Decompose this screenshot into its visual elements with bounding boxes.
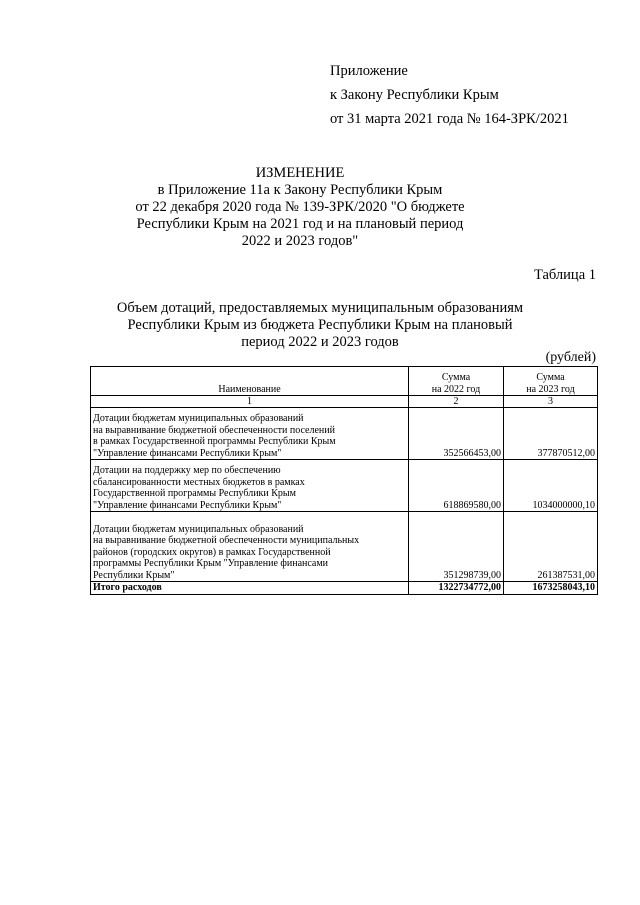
row-name-line: Дотации бюджетам муниципальных образований bbox=[93, 413, 304, 424]
appendix-line-2: к Закону Республики Крым bbox=[330, 87, 499, 103]
appendix-line-1: Приложение bbox=[330, 63, 408, 79]
row-sum-2023: 1034000000,10 bbox=[504, 460, 598, 512]
row-name bbox=[91, 460, 409, 512]
row-name-line: Дотации на поддержку мер по обеспечению bbox=[93, 465, 281, 476]
table-title-line-3: период 2022 и 2023 годов bbox=[241, 334, 399, 350]
table-header-row bbox=[91, 367, 598, 396]
row-name-line: на выравнивание бюджетной обеспеченности муниципальных bbox=[93, 535, 360, 546]
appendix-block bbox=[330, 60, 569, 132]
table-title bbox=[100, 300, 540, 351]
row-name bbox=[91, 512, 409, 582]
header-sum-2022 bbox=[409, 367, 504, 396]
row-sum-2023: 261387531,00 bbox=[504, 512, 598, 582]
row-name-line: Республики Крым" bbox=[93, 569, 175, 581]
heading-line-1: ИЗМЕНЕНИЕ bbox=[255, 165, 345, 181]
row-sum-2023: 377870512,00 bbox=[504, 408, 598, 460]
row-name-line: "Управление финансами Республики Крым" bbox=[93, 499, 282, 511]
row-sum-2022: 618869580,00 bbox=[409, 460, 504, 512]
table-title-line-1: Объем дотаций, предоставляемых муниципальным образованиям bbox=[116, 300, 524, 316]
heading-line-3: от 22 декабря 2020 года № 139-ЗРК/2020 "О бюджете bbox=[135, 199, 465, 215]
row-name-line: Дотации бюджетам муниципальных образований bbox=[93, 523, 304, 535]
table-row bbox=[91, 408, 598, 460]
row-name-line: сбалансированности местных бюджетов в рамках bbox=[93, 476, 305, 488]
header-sum-2023-line-1: Сумма bbox=[536, 372, 565, 383]
column-number-row bbox=[91, 396, 598, 408]
appendix-line-3: от 31 марта 2021 года № 164-ЗРК/2021 bbox=[330, 111, 569, 127]
header-sum-2022-line-2: на 2022 год bbox=[431, 383, 481, 395]
header-sum-2022-line-1: Сумма bbox=[441, 372, 471, 383]
table-number: Таблица 1 bbox=[533, 267, 596, 283]
column-number: 1 bbox=[91, 396, 409, 408]
subsidies-table bbox=[90, 366, 598, 595]
unit-label: (рублей) bbox=[545, 350, 596, 365]
column-number: 3 bbox=[504, 396, 598, 408]
heading-line-4: Республики Крым на 2021 год и на плановый период bbox=[136, 216, 464, 232]
header-name: Наименование bbox=[91, 367, 409, 396]
row-name-line: на выравнивание бюджетной обеспеченности поселений bbox=[93, 424, 335, 436]
document-heading bbox=[90, 165, 510, 250]
row-name-line: программы Республики Крым "Управление финансами bbox=[93, 558, 329, 569]
heading-line-2: в Приложение 11а к Закону Республики Крым bbox=[157, 182, 443, 198]
row-name-line: районов (городских округов) в рамках Государственной bbox=[93, 546, 331, 558]
row-name bbox=[91, 408, 409, 460]
column-number: 2 bbox=[409, 396, 504, 408]
row-sum-2022: 351298739,00 bbox=[409, 512, 504, 582]
table-title-line-2: Республики Крым из бюджета Республики Крым на плановый bbox=[127, 317, 513, 333]
total-label: Итого расходов bbox=[91, 582, 409, 595]
total-sum-2022: 1322734772,00 bbox=[409, 582, 504, 595]
row-name-line: Государственной программы Республики Крым bbox=[93, 488, 296, 499]
heading-line-5: 2022 и 2023 годов" bbox=[241, 233, 359, 249]
row-sum-2022: 352566453,00 bbox=[409, 408, 504, 460]
header-sum-2023-line-2: на 2023 год bbox=[526, 383, 575, 395]
row-name-line: в рамках Государственной программы Республики Крым bbox=[93, 436, 336, 447]
total-row bbox=[91, 582, 598, 595]
total-sum-2023: 1673258043,10 bbox=[504, 582, 598, 595]
header-sum-2023 bbox=[504, 367, 598, 396]
table-row bbox=[91, 460, 598, 512]
row-name-line: "Управление финансами Республики Крым" bbox=[93, 447, 282, 459]
table-row bbox=[91, 512, 598, 582]
